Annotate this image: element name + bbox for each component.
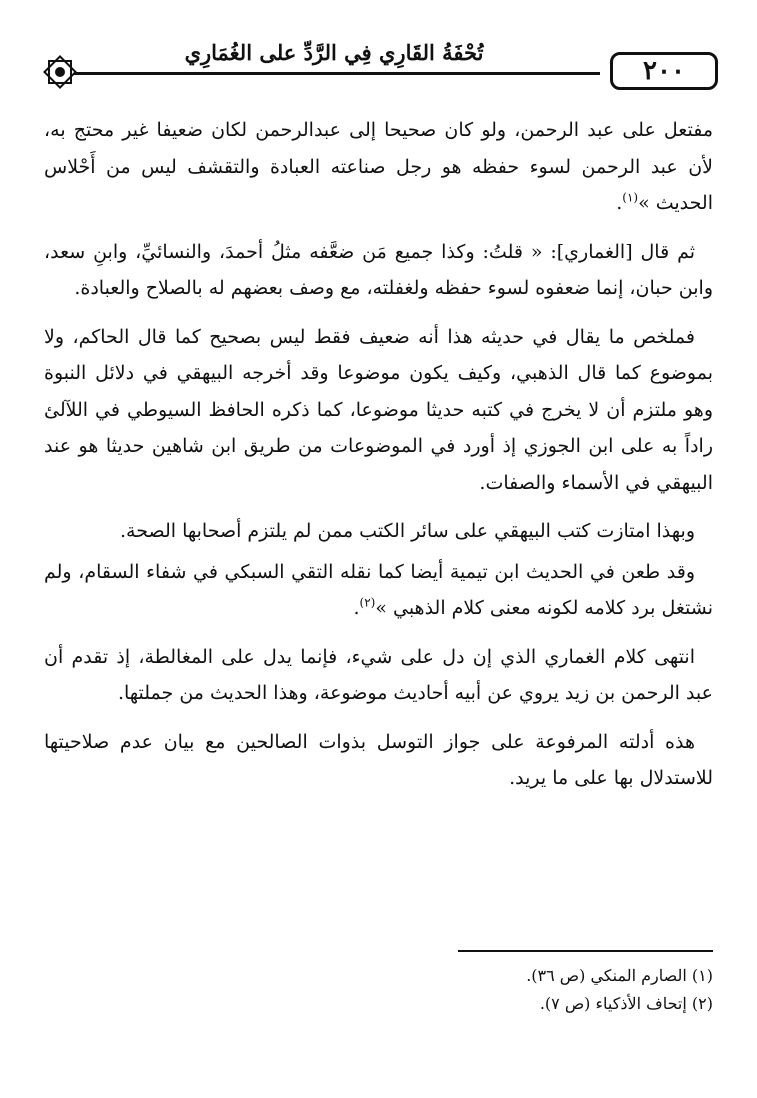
- main-text: [44, 112, 713, 809]
- header-rule: [74, 72, 600, 75]
- running-title: تُحْفَةُ القَارِي فِي الرَّدِّ على الغُمَارِي: [184, 40, 484, 65]
- page-number: ٢٠٠: [610, 52, 718, 90]
- footnote-marker: (١): [622, 190, 639, 205]
- paragraph: فملخص ما يقال في حديثه هذا أنه ضعيف فقط ليس بصحيح كما قال الحاكم، ولا بموضوع كما قال الذهبي، وكيف يكون موضوعا وقد أخرجه البيهقي في دلائل النبوة وهو ملتزم أن لا يخرج في كتبه حديثا موضوعا، كما ذكره الحافظ السيوطي في اللآلئ راداً به على ابن الجوزي إذ أورد في الموضوعات من طريق ابن شاهين حديثا هو عند البيهقي في الأسماء والصفات.: [44, 325, 713, 494]
- footnote-marker: (٢): [359, 595, 376, 610]
- paragraph: وبهذا امتازت كتب البيهقي على سائر الكتب ممن لم يلتزم أصحابها الصحة.: [120, 520, 695, 542]
- paragraph: انتهى كلام الغماري الذي إن دل على شيء، فإنما يدل على المغالطة، إذ تقدم أن عبد الرحمن بن زيد يروي عن أبيه أحاديث موضوعة، وهذا الحديث من جملتها.: [44, 645, 713, 704]
- paragraph: وقد طعن في الحديث ابن تيمية أيضا كما نقله التقي السبكي في شفاء السقام، ولم نشتغل برد كلامه لكونه معنى كلام الذهبي »$^{(٢)}$.: [44, 560, 713, 619]
- paragraph: ثم قال [الغماري]: « قلتُ: وكذا جميع مَن ضعَّفه مثلُ أحمدَ، والنسائيِّ، وابنِ سعد، وابن حبان، إنما ضعفوه لسوء حفظه ولغفلته، مع وصف بعضهم له بالصلاح والعبادة.: [44, 240, 713, 299]
- page-header: [40, 40, 718, 102]
- footnote: (١) الصارم المنكي (ص ٣٦).: [526, 966, 713, 985]
- footnotes: [300, 962, 713, 1018]
- paragraph: مفتعل على عبد الرحمن، ولو كان صحيحا إلى عبدالرحمن لكان ضعيفا غير محتج به، لأن عبد الرحمن لسوء حفظه هو رجل صناعته العبادة والتقشف ليس من أَحْلاس الحديث »$^{(١)}$.: [44, 119, 713, 214]
- footnote: (٢) إتحاف الأذكياء (ص ٧).: [539, 994, 713, 1013]
- paragraph: هذه أدلته المرفوعة على جواز التوسل بذوات الصالحين مع بيان عدم صلاحيتها للاستدلال بها على ما يريد.: [44, 730, 713, 789]
- footnote-separator: [458, 950, 713, 952]
